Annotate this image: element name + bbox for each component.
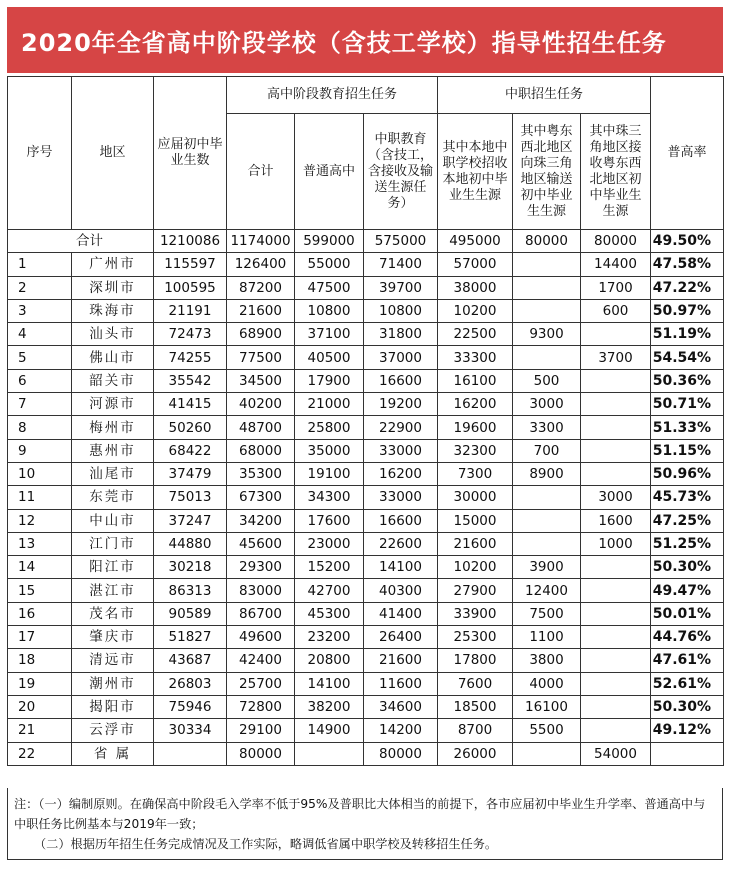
row-rate: 51.19% [651, 323, 724, 346]
row-seq: 15 [8, 579, 72, 602]
row-voc-receive [581, 695, 651, 718]
row-region: 中山市 [72, 509, 154, 532]
row-hs-vocational: 26400 [364, 626, 438, 649]
row-hs-general: 23000 [295, 532, 364, 555]
row-rate: 47.61% [651, 649, 724, 672]
row-region: 广州市 [72, 253, 154, 276]
row-voc-send: 3800 [513, 649, 581, 672]
row-voc-send: 8900 [513, 462, 581, 485]
row-voc-send: 4000 [513, 672, 581, 695]
table-row [8, 369, 724, 392]
row-grads: 68422 [154, 439, 227, 462]
row-voc-receive: 1700 [581, 276, 651, 299]
row-hs-vocational: 14200 [364, 719, 438, 742]
row-rate: 51.15% [651, 439, 724, 462]
table-row [8, 393, 724, 416]
row-hs-total: 25700 [227, 672, 295, 695]
table-row [8, 486, 724, 509]
row-grads: 75013 [154, 486, 227, 509]
row-region: 汕头市 [72, 323, 154, 346]
row-grads: 26803 [154, 672, 227, 695]
row-voc-receive [581, 462, 651, 485]
row-voc-receive: 3000 [581, 486, 651, 509]
row-hs-total: 86700 [227, 602, 295, 625]
row-voc-receive [581, 323, 651, 346]
row-hs-general: 19100 [295, 462, 364, 485]
row-voc-local: 15000 [438, 509, 513, 532]
row-hs-general: 25800 [295, 416, 364, 439]
row-seq: 11 [8, 486, 72, 509]
row-voc-local: 18500 [438, 695, 513, 718]
enrollment-table [7, 76, 724, 766]
row-hs-total: 35300 [227, 462, 295, 485]
table-row [8, 695, 724, 718]
row-hs-total: 83000 [227, 579, 295, 602]
row-voc-local: 10200 [438, 556, 513, 579]
row-region: 茂名市 [72, 602, 154, 625]
row-grads: 30334 [154, 719, 227, 742]
row-hs-vocational: 22900 [364, 416, 438, 439]
row-voc-local: 27900 [438, 579, 513, 602]
row-voc-send [513, 742, 581, 765]
row-hs-general: 45300 [295, 602, 364, 625]
total-voc-send: 80000 [513, 230, 581, 253]
table-row [8, 439, 724, 462]
row-voc-receive [581, 439, 651, 462]
row-grads: 100595 [154, 276, 227, 299]
header-voc-receive-text: 其中珠三角地区接收粤东西北地区初中毕业生生源 [589, 123, 642, 219]
row-voc-receive: 1600 [581, 509, 651, 532]
row-rate: 44.76% [651, 626, 724, 649]
row-seq: 5 [8, 346, 72, 369]
row-seq: 2 [8, 276, 72, 299]
row-voc-receive: 3700 [581, 346, 651, 369]
row-voc-send: 7500 [513, 602, 581, 625]
row-voc-receive: 600 [581, 299, 651, 322]
row-rate [651, 742, 724, 765]
row-region: 佛山市 [72, 346, 154, 369]
table-row [8, 532, 724, 555]
row-hs-vocational: 16600 [364, 369, 438, 392]
row-region: 江门市 [72, 532, 154, 555]
row-voc-receive [581, 579, 651, 602]
row-hs-total: 40200 [227, 393, 295, 416]
row-region: 汕尾市 [72, 462, 154, 485]
row-voc-local: 26000 [438, 742, 513, 765]
table-row [8, 672, 724, 695]
row-hs-total: 80000 [227, 742, 295, 765]
row-voc-local: 57000 [438, 253, 513, 276]
row-region: 深圳市 [72, 276, 154, 299]
table-row [8, 323, 724, 346]
row-voc-local: 8700 [438, 719, 513, 742]
total-label: 合计 [8, 230, 154, 253]
table-row [8, 719, 724, 742]
table-row [8, 579, 724, 602]
row-seq: 6 [8, 369, 72, 392]
header-grads [154, 77, 227, 230]
row-grads: 37479 [154, 462, 227, 485]
header-hs-general: 普通高中 [295, 114, 364, 230]
row-voc-receive [581, 719, 651, 742]
row-hs-total: 68000 [227, 439, 295, 462]
row-seq: 1 [8, 253, 72, 276]
row-voc-receive [581, 672, 651, 695]
row-rate: 52.61% [651, 672, 724, 695]
row-voc-send: 12400 [513, 579, 581, 602]
row-rate: 51.33% [651, 416, 724, 439]
row-hs-general: 55000 [295, 253, 364, 276]
row-hs-vocational: 19200 [364, 393, 438, 416]
row-region: 阳江市 [72, 556, 154, 579]
row-hs-general: 14900 [295, 719, 364, 742]
row-voc-send [513, 253, 581, 276]
row-voc-receive [581, 556, 651, 579]
row-region: 省 属 [72, 742, 154, 765]
note-line-1: 注：（一）编制原则。在确保高中阶段毛入学率不低于95%及普职比大体相当的前提下，各市应届初中毕业生升学率、普通高中与中职任务比例基本与2019年一致； [14, 797, 706, 831]
table-row [8, 276, 724, 299]
row-voc-local: 30000 [438, 486, 513, 509]
row-hs-general: 20800 [295, 649, 364, 672]
row-seq: 12 [8, 509, 72, 532]
header-voc-local-text: 其中本地中职学校招收本地初中毕业生生源 [442, 139, 508, 203]
row-rate: 50.01% [651, 602, 724, 625]
table-row [8, 602, 724, 625]
header-voc-local [438, 114, 513, 230]
row-seq: 3 [8, 299, 72, 322]
row-hs-total: 42400 [227, 649, 295, 672]
row-region: 河源市 [72, 393, 154, 416]
row-voc-send [513, 276, 581, 299]
row-hs-vocational: 31800 [364, 323, 438, 346]
table-row [8, 346, 724, 369]
row-hs-general: 40500 [295, 346, 364, 369]
row-hs-general: 34300 [295, 486, 364, 509]
table-row [8, 299, 724, 322]
row-rate: 47.58% [651, 253, 724, 276]
row-region: 东莞市 [72, 486, 154, 509]
row-voc-send: 3900 [513, 556, 581, 579]
row-region: 梅州市 [72, 416, 154, 439]
row-grads: 115597 [154, 253, 227, 276]
row-hs-total: 48700 [227, 416, 295, 439]
row-hs-total: 21600 [227, 299, 295, 322]
row-rate: 50.71% [651, 393, 724, 416]
row-hs-vocational: 11600 [364, 672, 438, 695]
header-region: 地区 [72, 77, 154, 230]
row-hs-general: 35000 [295, 439, 364, 462]
row-voc-local: 21600 [438, 532, 513, 555]
total-grads: 1210086 [154, 230, 227, 253]
row-hs-vocational: 37000 [364, 346, 438, 369]
row-hs-vocational: 34600 [364, 695, 438, 718]
row-hs-general: 15200 [295, 556, 364, 579]
header-voc-group: 中职招生任务 [438, 77, 651, 114]
header-hs-total: 合计 [227, 114, 295, 230]
table-row [8, 462, 724, 485]
table-row [8, 253, 724, 276]
row-hs-vocational: 21600 [364, 649, 438, 672]
row-region: 清远市 [72, 649, 154, 672]
row-voc-send: 700 [513, 439, 581, 462]
header-hs-vocational-text: 中职教育（含技工，含接收及输送生源任务） [367, 131, 433, 211]
table-row [8, 416, 724, 439]
row-voc-local: 38000 [438, 276, 513, 299]
row-seq: 20 [8, 695, 72, 718]
total-voc-local: 495000 [438, 230, 513, 253]
row-seq: 9 [8, 439, 72, 462]
row-region: 揭阳市 [72, 695, 154, 718]
row-voc-local: 16200 [438, 393, 513, 416]
total-rate: 49.50% [651, 230, 724, 253]
row-seq: 18 [8, 649, 72, 672]
header-rate: 普高率 [651, 77, 724, 230]
table-row [8, 742, 724, 765]
row-hs-general [295, 742, 364, 765]
row-voc-send: 500 [513, 369, 581, 392]
row-voc-send [513, 532, 581, 555]
notes [7, 788, 723, 860]
row-rate: 50.36% [651, 369, 724, 392]
row-voc-receive [581, 626, 651, 649]
row-grads: 75946 [154, 695, 227, 718]
header-hs-vocational [364, 114, 438, 230]
row-hs-total: 29300 [227, 556, 295, 579]
row-grads: 86313 [154, 579, 227, 602]
row-hs-vocational: 16600 [364, 509, 438, 532]
header-grads-text: 应届初中毕业生数 [157, 137, 223, 168]
row-hs-total: 126400 [227, 253, 295, 276]
row-region: 湛江市 [72, 579, 154, 602]
row-hs-vocational: 71400 [364, 253, 438, 276]
table-row [8, 509, 724, 532]
row-seq: 4 [8, 323, 72, 346]
row-hs-general: 23200 [295, 626, 364, 649]
row-voc-local: 10200 [438, 299, 513, 322]
row-voc-local: 22500 [438, 323, 513, 346]
row-voc-send [513, 509, 581, 532]
row-hs-vocational: 22600 [364, 532, 438, 555]
total-row [8, 230, 724, 253]
row-region: 惠州市 [72, 439, 154, 462]
row-hs-general: 17600 [295, 509, 364, 532]
row-grads: 21191 [154, 299, 227, 322]
row-voc-local: 25300 [438, 626, 513, 649]
row-hs-vocational: 10800 [364, 299, 438, 322]
row-hs-general: 17900 [295, 369, 364, 392]
row-grads: 43687 [154, 649, 227, 672]
row-seq: 21 [8, 719, 72, 742]
row-grads [154, 742, 227, 765]
row-voc-receive [581, 649, 651, 672]
row-voc-send: 3000 [513, 393, 581, 416]
header-voc-receive [581, 114, 651, 230]
row-grads: 35542 [154, 369, 227, 392]
row-hs-vocational: 39700 [364, 276, 438, 299]
row-grads: 41415 [154, 393, 227, 416]
row-voc-local: 17800 [438, 649, 513, 672]
row-voc-receive [581, 416, 651, 439]
row-rate: 49.47% [651, 579, 724, 602]
row-hs-total: 29100 [227, 719, 295, 742]
row-seq: 14 [8, 556, 72, 579]
row-grads: 44880 [154, 532, 227, 555]
header-seq: 序号 [8, 77, 72, 230]
header-hs-group: 高中阶段教育招生任务 [227, 77, 438, 114]
row-voc-local: 7300 [438, 462, 513, 485]
row-hs-total: 72800 [227, 695, 295, 718]
row-hs-vocational: 41400 [364, 602, 438, 625]
row-hs-general: 14100 [295, 672, 364, 695]
row-rate: 50.97% [651, 299, 724, 322]
row-voc-local: 33300 [438, 346, 513, 369]
row-region: 云浮市 [72, 719, 154, 742]
row-hs-general: 42700 [295, 579, 364, 602]
row-grads: 74255 [154, 346, 227, 369]
row-voc-send: 16100 [513, 695, 581, 718]
row-voc-send: 1100 [513, 626, 581, 649]
row-hs-vocational: 80000 [364, 742, 438, 765]
row-voc-local: 33900 [438, 602, 513, 625]
row-voc-send: 9300 [513, 323, 581, 346]
note-line-2: （二）根据历年招生任务完成情况及工作实际，略调低省属中职学校及转移招生任务。 [34, 837, 498, 851]
row-seq: 8 [8, 416, 72, 439]
row-seq: 10 [8, 462, 72, 485]
row-rate: 54.54% [651, 346, 724, 369]
row-hs-vocational: 40300 [364, 579, 438, 602]
row-seq: 19 [8, 672, 72, 695]
row-hs-general: 10800 [295, 299, 364, 322]
row-voc-local: 16100 [438, 369, 513, 392]
row-hs-general: 38200 [295, 695, 364, 718]
row-voc-send: 3300 [513, 416, 581, 439]
row-voc-receive: 14400 [581, 253, 651, 276]
row-hs-total: 87200 [227, 276, 295, 299]
header-voc-send [513, 114, 581, 230]
row-grads: 30218 [154, 556, 227, 579]
row-seq: 16 [8, 602, 72, 625]
total-voc-receive: 80000 [581, 230, 651, 253]
row-hs-total: 45600 [227, 532, 295, 555]
row-hs-general: 21000 [295, 393, 364, 416]
row-hs-total: 49600 [227, 626, 295, 649]
row-voc-receive: 54000 [581, 742, 651, 765]
row-hs-total: 34500 [227, 369, 295, 392]
row-hs-total: 68900 [227, 323, 295, 346]
row-grads: 90589 [154, 602, 227, 625]
row-hs-vocational: 16200 [364, 462, 438, 485]
row-hs-vocational: 33000 [364, 439, 438, 462]
row-region: 潮州市 [72, 672, 154, 695]
row-region: 肇庆市 [72, 626, 154, 649]
total-hs-total: 1174000 [227, 230, 295, 253]
row-voc-send: 5500 [513, 719, 581, 742]
row-voc-local: 7600 [438, 672, 513, 695]
row-voc-local: 19600 [438, 416, 513, 439]
table-row [8, 649, 724, 672]
row-grads: 72473 [154, 323, 227, 346]
row-rate: 49.12% [651, 719, 724, 742]
row-rate: 50.30% [651, 695, 724, 718]
header-voc-send-text: 其中粤东西北地区向珠三角地区输送初中毕业生生源 [520, 123, 573, 219]
row-region: 韶关市 [72, 369, 154, 392]
row-rate: 51.25% [651, 532, 724, 555]
row-hs-general: 37100 [295, 323, 364, 346]
page-title: 2020年全省高中阶段学校（含技工学校）指导性招生任务 [7, 7, 723, 73]
row-seq: 17 [8, 626, 72, 649]
total-hs-vocational: 575000 [364, 230, 438, 253]
table-row [8, 556, 724, 579]
row-rate: 47.22% [651, 276, 724, 299]
row-grads: 50260 [154, 416, 227, 439]
total-hs-general: 599000 [295, 230, 364, 253]
row-hs-total: 34200 [227, 509, 295, 532]
row-hs-vocational: 33000 [364, 486, 438, 509]
row-grads: 51827 [154, 626, 227, 649]
row-rate: 45.73% [651, 486, 724, 509]
row-voc-receive [581, 393, 651, 416]
row-hs-total: 77500 [227, 346, 295, 369]
row-voc-send [513, 299, 581, 322]
row-voc-receive [581, 369, 651, 392]
row-seq: 22 [8, 742, 72, 765]
row-rate: 50.30% [651, 556, 724, 579]
row-grads: 37247 [154, 509, 227, 532]
row-seq: 7 [8, 393, 72, 416]
row-rate: 50.96% [651, 462, 724, 485]
row-voc-local: 32300 [438, 439, 513, 462]
row-voc-send [513, 486, 581, 509]
row-hs-total: 67300 [227, 486, 295, 509]
row-seq: 13 [8, 532, 72, 555]
row-hs-vocational: 14100 [364, 556, 438, 579]
row-region: 珠海市 [72, 299, 154, 322]
row-rate: 47.25% [651, 509, 724, 532]
row-voc-receive: 1000 [581, 532, 651, 555]
row-hs-general: 47500 [295, 276, 364, 299]
row-voc-send [513, 346, 581, 369]
row-voc-receive [581, 602, 651, 625]
table-row [8, 626, 724, 649]
